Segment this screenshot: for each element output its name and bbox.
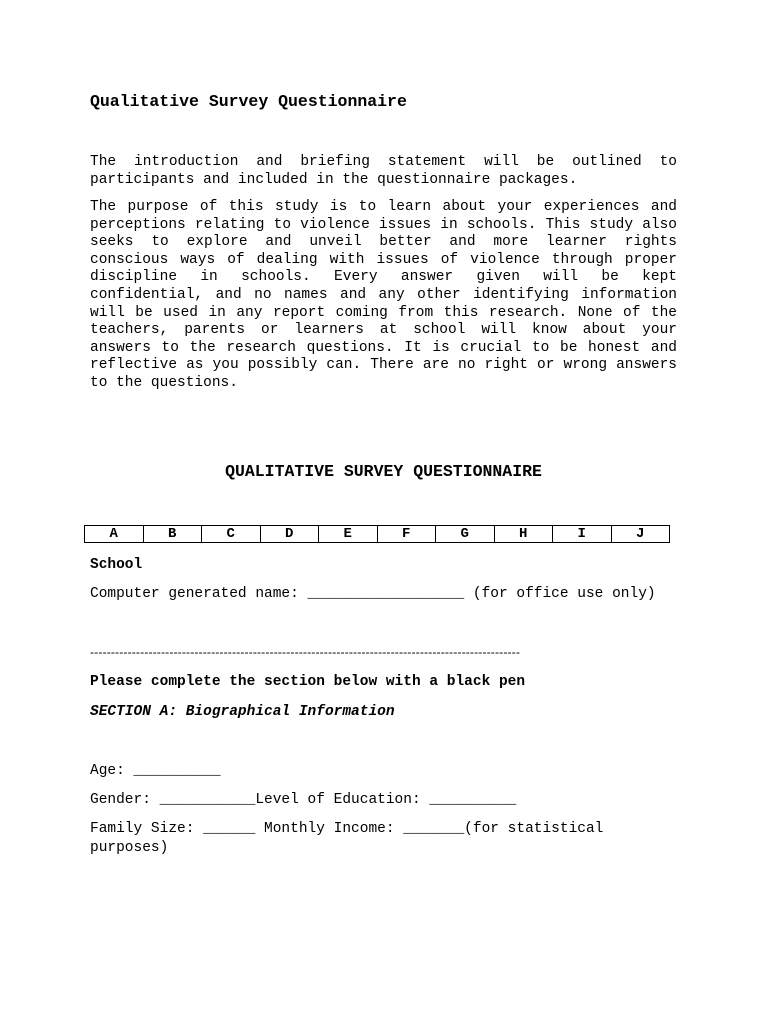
code-cell: A bbox=[85, 526, 144, 543]
school-label: School bbox=[90, 557, 143, 573]
code-letter-row bbox=[85, 526, 670, 543]
code-letter-table bbox=[84, 525, 670, 543]
separator-line: ------------------------------------------------------------------------------------------------------- bbox=[90, 645, 521, 659]
code-cell: B bbox=[143, 526, 202, 543]
code-cell: C bbox=[202, 526, 261, 543]
section-title: QUALITATIVE SURVEY QUESTIONNAIRE bbox=[225, 462, 542, 481]
family-income-field: Family Size: ______ Monthly Income: _______(for statistical purposes) bbox=[90, 821, 604, 856]
code-cell: I bbox=[553, 526, 612, 543]
code-cell: G bbox=[436, 526, 495, 543]
section-a-heading: SECTION A: Biographical Information bbox=[90, 704, 395, 720]
age-field: Age: __________ bbox=[90, 763, 221, 779]
document-title: Qualitative Survey Questionnaire bbox=[90, 92, 407, 111]
intro-paragraph: The introduction and briefing statement will be outlined to participants and included in the questionnaire packages. bbox=[90, 154, 677, 188]
purpose-paragraph: The purpose of this study is to learn about your experiences and perceptions relating to violence issues in schools. This study also seeks to explore and unveil better and more learner rights conscious ways of dealing with issues of violence through proper discipline in schools. Every answer given will be kept confidential, and no names and any other identifying information will be used in any report coming from this research. None of the teachers, parents or learners at school will know about your answers to the research questions. It is crucial to be honest and reflective as you possibly can. There are no right or wrong answers to the questions. bbox=[90, 199, 677, 391]
code-cell: J bbox=[611, 526, 670, 543]
code-cell: E bbox=[319, 526, 378, 543]
instruction-text: Please complete the section below with a black pen bbox=[90, 674, 526, 690]
code-cell: H bbox=[494, 526, 553, 543]
gender-education-field: Gender: ___________Level of Education: __________ bbox=[90, 792, 517, 808]
code-cell: D bbox=[260, 526, 319, 543]
code-cell: F bbox=[377, 526, 436, 543]
computer-generated-name-line: Computer generated name: __________________ (for office use only) bbox=[90, 586, 656, 602]
